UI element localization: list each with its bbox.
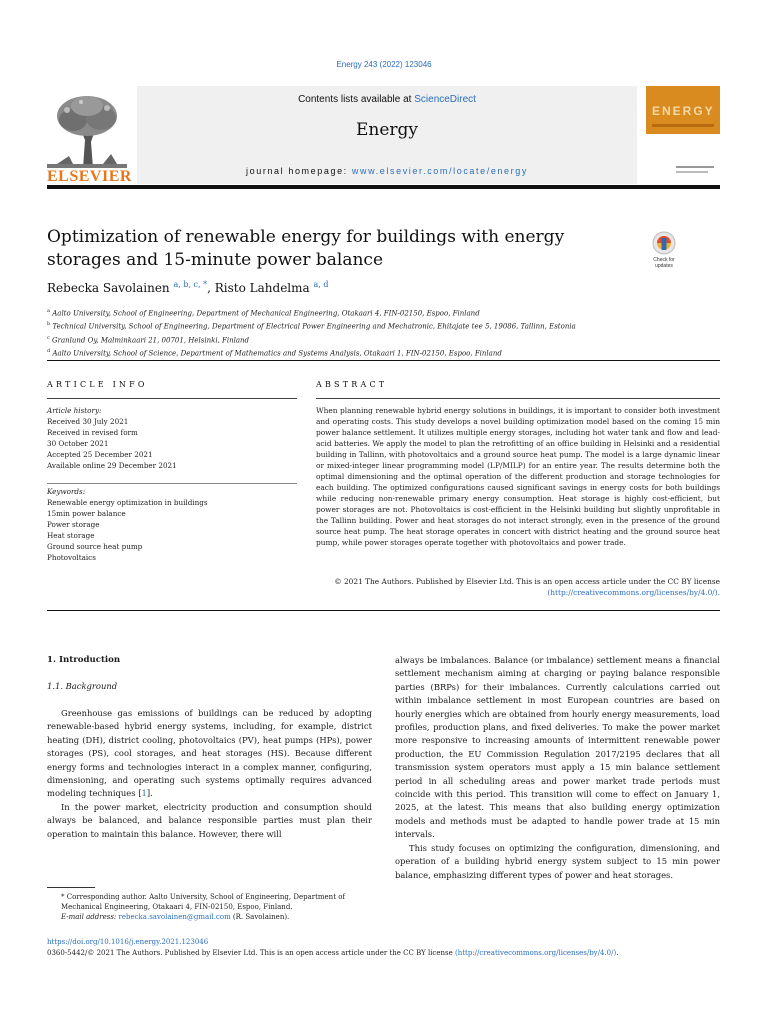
contents-line xyxy=(137,94,637,105)
keyword-item[interactable]: Photovoltaics xyxy=(47,553,96,562)
keywords-list xyxy=(47,486,297,563)
footnote xyxy=(47,892,372,922)
doi-link[interactable]: https://doi.org/10.1016/j.energy.2021.123046 xyxy=(47,938,209,946)
footer-license-link[interactable]: (http://creativecommons.org/licenses/by/4.0/) xyxy=(454,949,617,957)
abstract-copyright xyxy=(316,576,720,598)
keyword-item[interactable]: Power storage xyxy=(47,520,100,529)
body-paragraph: This study focuses on optimizing the configuration, dimensioning, and operation of a building hybrid energy system subject to 15 min power balance, emphasizing different types of power and heat storages. xyxy=(395,842,720,880)
issn-line xyxy=(47,949,720,957)
affiliation-mark: d xyxy=(47,347,51,354)
journal-homepage-link[interactable]: www.elsevier.com/locate/energy xyxy=(351,166,528,176)
keyword-item[interactable]: Renewable energy optimization in buildings xyxy=(47,498,208,507)
title-block-rule xyxy=(47,360,720,361)
author-name[interactable]: Rebecka Savolainen xyxy=(47,281,170,295)
affiliation-text: Granlund Oy, Malminkaari 21, 00701, Helsinki, Finland xyxy=(52,335,250,344)
crossmark-icon xyxy=(646,230,682,270)
paragraph-text: Greenhouse gas emissions of buildings can be reduced by adopting renewable-based hybrid energy systems, including, for example, district heating (DH), district cooling, photovoltaics (PV), heat pumps (HPs), power storages (PS), cool storages, and heat storages (HS). Because different energy forms and technologies interact in a complex manner, configuring, dimensioning, and operating such systems optimally requires advanced modeling techniques [ xyxy=(47,708,372,799)
paragraph-text-end: ]. xyxy=(146,788,153,799)
keywords-rule xyxy=(47,483,297,484)
history-item: Available online 29 December 2021 xyxy=(47,461,177,470)
history-item: Accepted 25 December 2021 xyxy=(47,450,153,459)
journal-header-box xyxy=(137,86,637,184)
abstract-heading: ABSTRACT xyxy=(316,380,388,389)
body-column-left xyxy=(47,707,372,841)
issn-end: . xyxy=(616,949,619,957)
history-item: Received in revised form xyxy=(47,428,138,437)
affiliation-item xyxy=(47,319,720,332)
crossmark-label-1: Check for xyxy=(653,257,675,263)
abstract-text: When planning renewable hybrid energy solutions in buildings, it is important to consider both investment and operating costs. This study develops a novel building optimization model based on the coming 15 min power balance settlement. It utilizes multiple energy storages, including hot water tank and flow and lead-acid batteries. We apply the model to plan the retrofitting of an office building in Helsinki and a residential building in Tallinn, with photovoltaics and a ground source heat pump. The model is a large dynamic linear or mixed-integer linear programming model (LP/MILP) for an entire year. The results determine both the optimal dimensioning and the optimal operation of the different production and storage technologies for each building. The optimized configurations caused significant savings in energy costs for both buildings while reducing non-renewable primary energy consumption. Heat storage is highly cost-efficient, but power storages are not. Photovoltaics is cost-efficient in the Helsinki building but slightly unprofitable in the Tallinn building. Power and heat storages do not interact strongly, even in the presence of the ground source heat pump. The heat storage operates in concert with district heating and the ground source heat pump, while power storages operate together with photovoltaics and power trade. xyxy=(316,406,720,547)
tree-logo-icon xyxy=(47,90,127,170)
affiliation-item xyxy=(47,346,720,359)
body-column-right xyxy=(395,654,720,882)
check-for-updates-button[interactable] xyxy=(646,230,682,270)
affiliation-item xyxy=(47,333,720,346)
keyword-item[interactable]: Ground source heat pump xyxy=(47,542,143,551)
article-history xyxy=(47,405,297,471)
author-name[interactable]: Risto Lahdelma xyxy=(214,281,310,295)
cover-stripe xyxy=(652,124,714,127)
license-link[interactable]: (http://creativecommons.org/licenses/by/4.0/). xyxy=(547,588,720,597)
body-paragraph xyxy=(47,707,372,801)
history-label: Article history: xyxy=(47,406,102,415)
history-item: Received 30 July 2021 xyxy=(47,417,129,426)
affiliation-mark: b xyxy=(47,321,51,328)
email-line xyxy=(47,912,372,922)
cover-text-line xyxy=(676,171,708,173)
history-item: 30 October 2021 xyxy=(47,439,109,448)
article-title: Optimization of renewable energy for buildings with energy storages and 15-minute power balance xyxy=(47,227,565,270)
keyword-item[interactable]: 15min power balance xyxy=(47,509,126,518)
footnote-rule xyxy=(47,887,95,888)
contents-prefix: Contents lists available at xyxy=(298,94,415,105)
subsection-heading: 1.1. Background xyxy=(47,681,118,691)
journal-name: Energy xyxy=(355,120,419,140)
publisher-logo xyxy=(47,90,132,185)
body-paragraph: always be imbalances. Balance (or imbalance) settlement means a financial settlement mechanism aiming at charging or paying balance responsible parties (BRPs) for their imbalances. Currently calculations carried out within imbalance settlement in most European countries are based on hourly energies which are obtained from hourly energy measurements, load profiles, production plans, and fixed deliveries. To make the power market more responsive to increasing amounts of intermittent renewable power production, the EU Commission Regulation 2017/2195 declares that all transmission system operators must apply a 15 min balance settlement period in all scheduling areas and power market trade periods must coincide with this period. This transition will come to effect on January 1, 2025, at the latest. This means that also building energy optimization models and methods must be adapted to handle power trade at 15 min intervals. xyxy=(395,655,720,840)
section-heading: 1. Introduction xyxy=(47,655,121,665)
sciencedirect-link[interactable]: ScienceDirect xyxy=(414,94,476,105)
body-paragraph: In the power market, electricity production and consumption should always be balanced, and balance responsible parties must plan their operation to maintain this balance. However, there will xyxy=(47,801,372,839)
author-affiliation-marks[interactable]: a, d xyxy=(313,280,329,289)
journal-homepage-line xyxy=(137,166,637,176)
author-list xyxy=(47,280,328,295)
affiliation-text: Technical University, School of Engineering, Department of Electrical Power Engineering and Mechatronic, Ehitajate tee 5, 19086, Tallinn, Estonia xyxy=(52,322,576,331)
affiliation-text: Aalto University, School of Engineering, Department of Mechanical Engineering, Otakaari 4, FIN-02150, Espoo, Finland xyxy=(52,309,480,318)
affiliation-mark: a xyxy=(47,308,50,314)
affiliation-list xyxy=(47,306,720,359)
cover-title: ENERGY xyxy=(652,104,715,118)
publisher-name: ELSEVIER xyxy=(47,168,132,185)
keyword-item[interactable]: Heat storage xyxy=(47,531,95,540)
journal-cover-thumbnail[interactable] xyxy=(646,86,720,180)
email-suffix: (R. Savolainen). xyxy=(230,913,290,921)
affiliation-item xyxy=(47,306,720,319)
issn-text: 0360-5442/© 2021 The Authors. Published by Elsevier Ltd. This is an open access article under the CC BY license xyxy=(47,949,455,957)
article-info-rule xyxy=(47,398,297,399)
abstract-end-rule xyxy=(47,610,720,611)
reference-link[interactable]: 1 xyxy=(141,788,147,799)
email-link[interactable]: rebecka.savolainen@gmail.com xyxy=(118,913,231,921)
corresponding-author-note: * Corresponding author. Aalto University, School of Engineering, Department of Mechanical Engineering, Otakaari 4, FIN-02150, Espoo, Finland. xyxy=(61,893,346,911)
header-rule xyxy=(47,185,720,189)
citation-link[interactable]: Energy 243 (2022) 123046 xyxy=(336,60,432,69)
abstract-rule xyxy=(316,398,720,399)
affiliation-mark: c xyxy=(47,334,50,341)
article-info-heading: ARTICLE INFO xyxy=(47,380,148,389)
author-affiliation-marks[interactable]: a, b, c, * xyxy=(173,280,208,289)
homepage-prefix: journal homepage: xyxy=(246,166,352,176)
email-label: E-mail address: xyxy=(61,913,119,921)
keywords-label: Keywords: xyxy=(47,487,86,496)
cover-text-line xyxy=(676,166,714,168)
author-separator: , xyxy=(207,281,215,295)
affiliation-text: Aalto University, School of Science, Department of Mathematics and Systems Analysis, Otakaari 1, FIN-02150, Espoo, Finland xyxy=(52,349,502,358)
crossmark-label-2: updates xyxy=(655,263,673,269)
copyright-text: © 2021 The Authors. Published by Elsevier Ltd. This is an open access article under the CC BY license xyxy=(334,577,720,586)
